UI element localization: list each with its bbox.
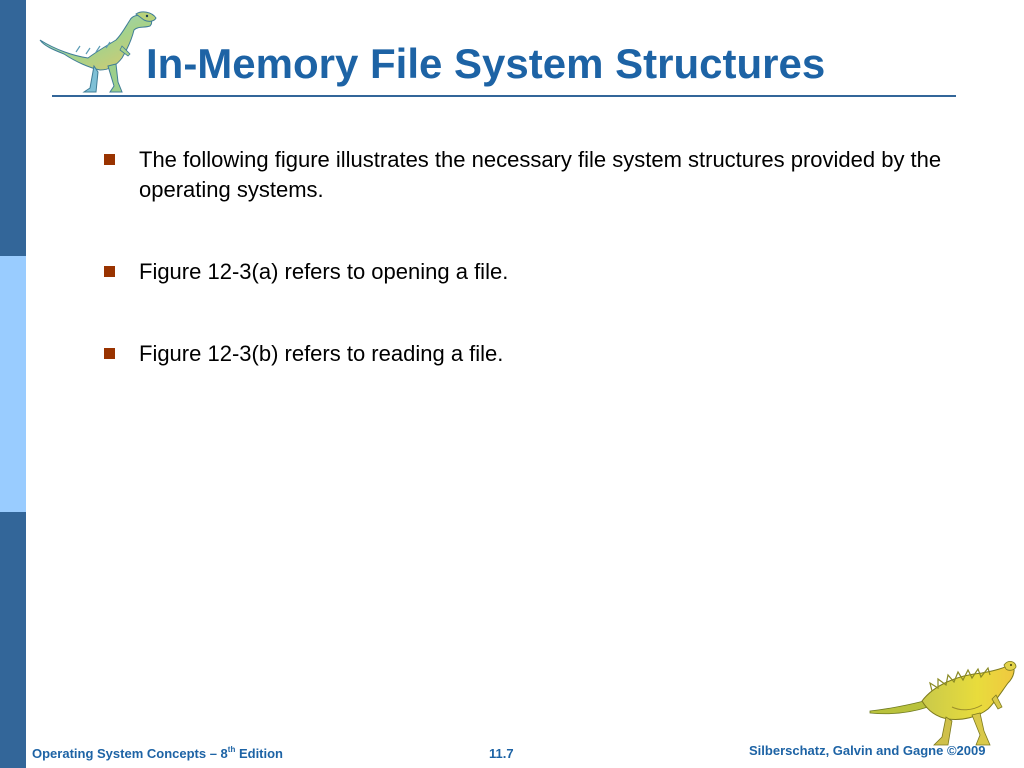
sidebar-middle-segment xyxy=(0,256,26,512)
footer-book-suffix: Edition xyxy=(235,746,284,761)
footer-authors: Silberschatz, Galvin and Gagne ©2009 xyxy=(749,743,986,758)
dinosaur-illustration-icon xyxy=(868,655,1018,750)
bullet-item xyxy=(104,257,1009,287)
sidebar-top-segment xyxy=(0,0,26,256)
footer-book-sup: th xyxy=(227,745,236,754)
bullet-text: The following figure illustrates the necessary file system structures provided by the operating systems. xyxy=(139,147,942,202)
footer-book-title xyxy=(32,746,283,761)
bullet-item xyxy=(104,339,1009,369)
page-number: 11.7 xyxy=(489,746,514,761)
square-bullet-icon xyxy=(104,266,115,277)
bullet-item xyxy=(104,145,1009,205)
square-bullet-icon xyxy=(104,154,115,165)
bullet-text: Figure 12-3(a) refers to opening a file. xyxy=(139,259,509,284)
bullet-text: Figure 12-3(b) refers to reading a file. xyxy=(139,341,504,366)
sidebar-bottom-segment xyxy=(0,512,26,768)
title-divider xyxy=(52,95,956,97)
dinosaur-logo-icon xyxy=(36,6,158,96)
slide-title: In-Memory File System Structures xyxy=(146,40,826,87)
bullet-list xyxy=(104,145,1009,421)
footer-book-prefix: Operating System Concepts – 8 xyxy=(32,746,228,761)
square-bullet-icon xyxy=(104,348,115,359)
